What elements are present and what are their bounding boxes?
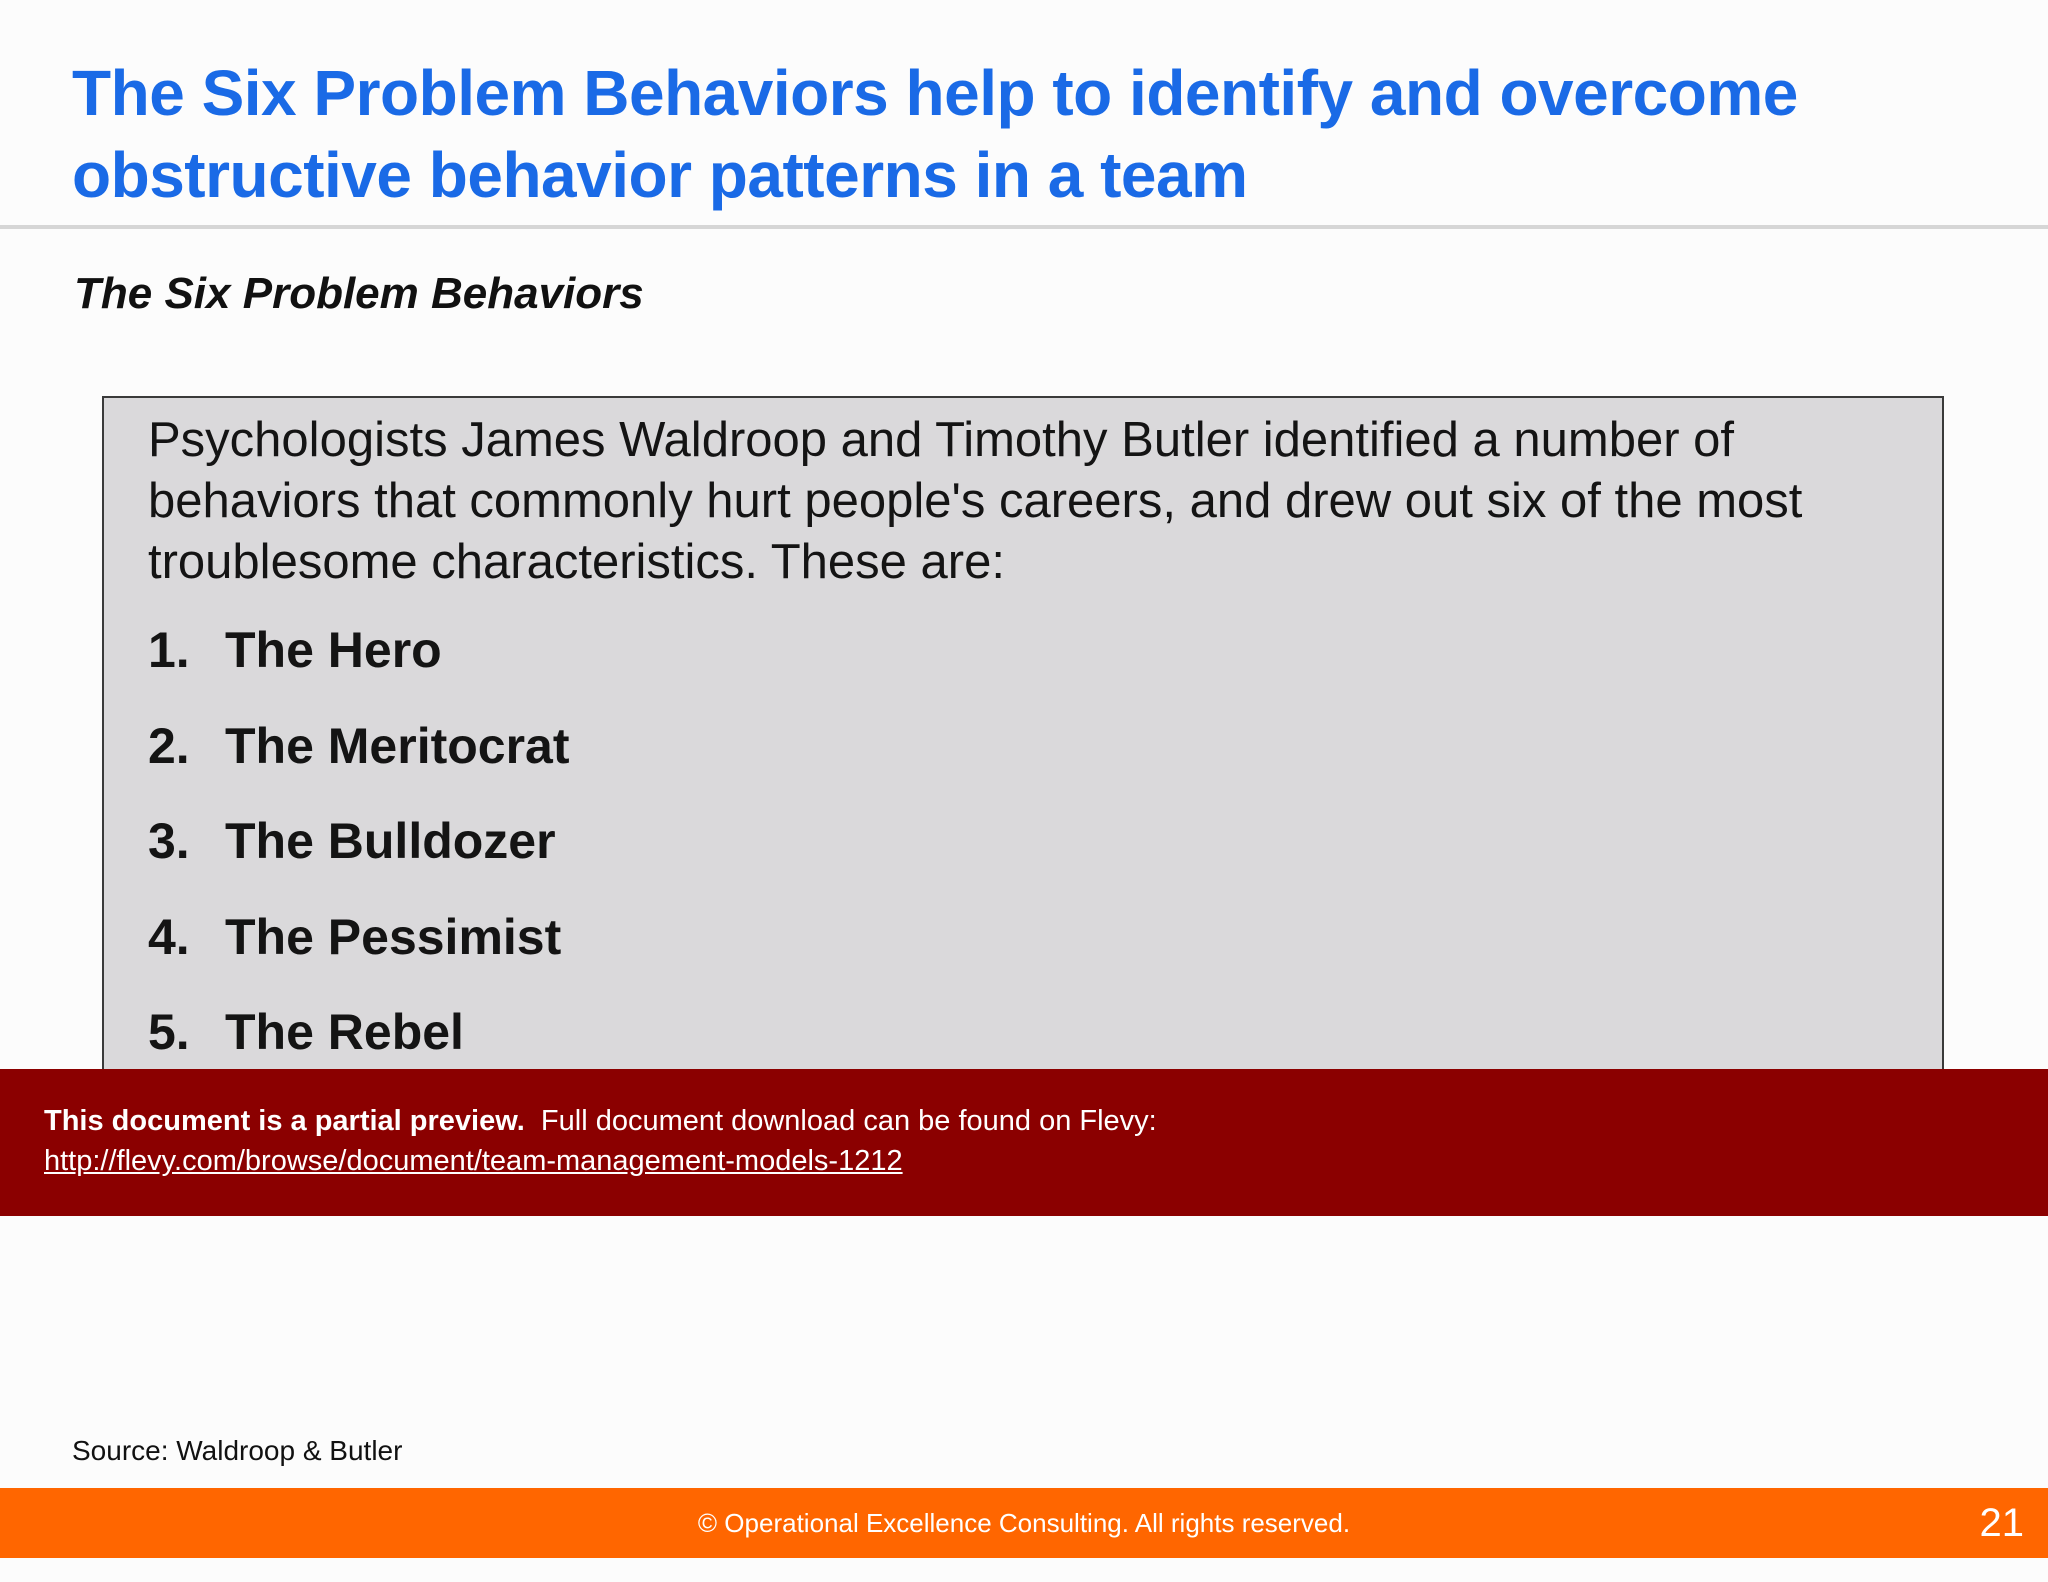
preview-bold-text: This document is a partial preview. — [44, 1105, 525, 1137]
preview-text: Full document download can be found on Flevy: — [540, 1105, 1157, 1137]
preview-message — [44, 1102, 1157, 1140]
intro-paragraph: Psychologists James Waldroop and Timothy Butler identified a number of behaviors that commonly hurt people's careers, and drew out six of the most troublesome characteristics. These are: — [148, 413, 1803, 589]
footer-copyright: © Operational Excellence Consulting. All rights reserved. — [697, 1508, 1351, 1538]
slide-title: The Six Problem Behaviors help to identify and overcome obstructive behavior patterns in a team — [72, 57, 1798, 211]
title-divider — [0, 225, 2048, 229]
list-number: 4. — [148, 908, 190, 965]
footer-bar — [0, 1488, 2048, 1558]
list-number: 2. — [148, 717, 190, 774]
list-item — [148, 620, 570, 716]
source-note: Source: Waldroop & Butler — [72, 1435, 403, 1466]
list-item — [148, 811, 570, 907]
list-number: 1. — [148, 622, 190, 678]
behavior-label: The Meritocrat — [225, 717, 570, 774]
list-number: 5. — [148, 1004, 190, 1060]
behaviors-content-box — [102, 396, 1944, 1096]
behavior-label: The Bulldozer — [225, 813, 556, 869]
preview-banner — [0, 1069, 2048, 1216]
behavior-label: The Pessimist — [225, 908, 562, 965]
page-number: 21 — [1979, 1501, 2024, 1545]
behavior-label: The Rebel — [225, 1004, 464, 1060]
flevy-download-link[interactable]: http://flevy.com/browse/document/team-management-models-1212 — [44, 1145, 903, 1177]
list-number: 3. — [148, 813, 190, 869]
behavior-list — [148, 620, 570, 1098]
list-item — [148, 716, 570, 812]
behavior-label: The Hero — [225, 622, 442, 678]
slide-subtitle: The Six Problem Behaviors — [74, 269, 644, 318]
list-item — [148, 907, 570, 1003]
